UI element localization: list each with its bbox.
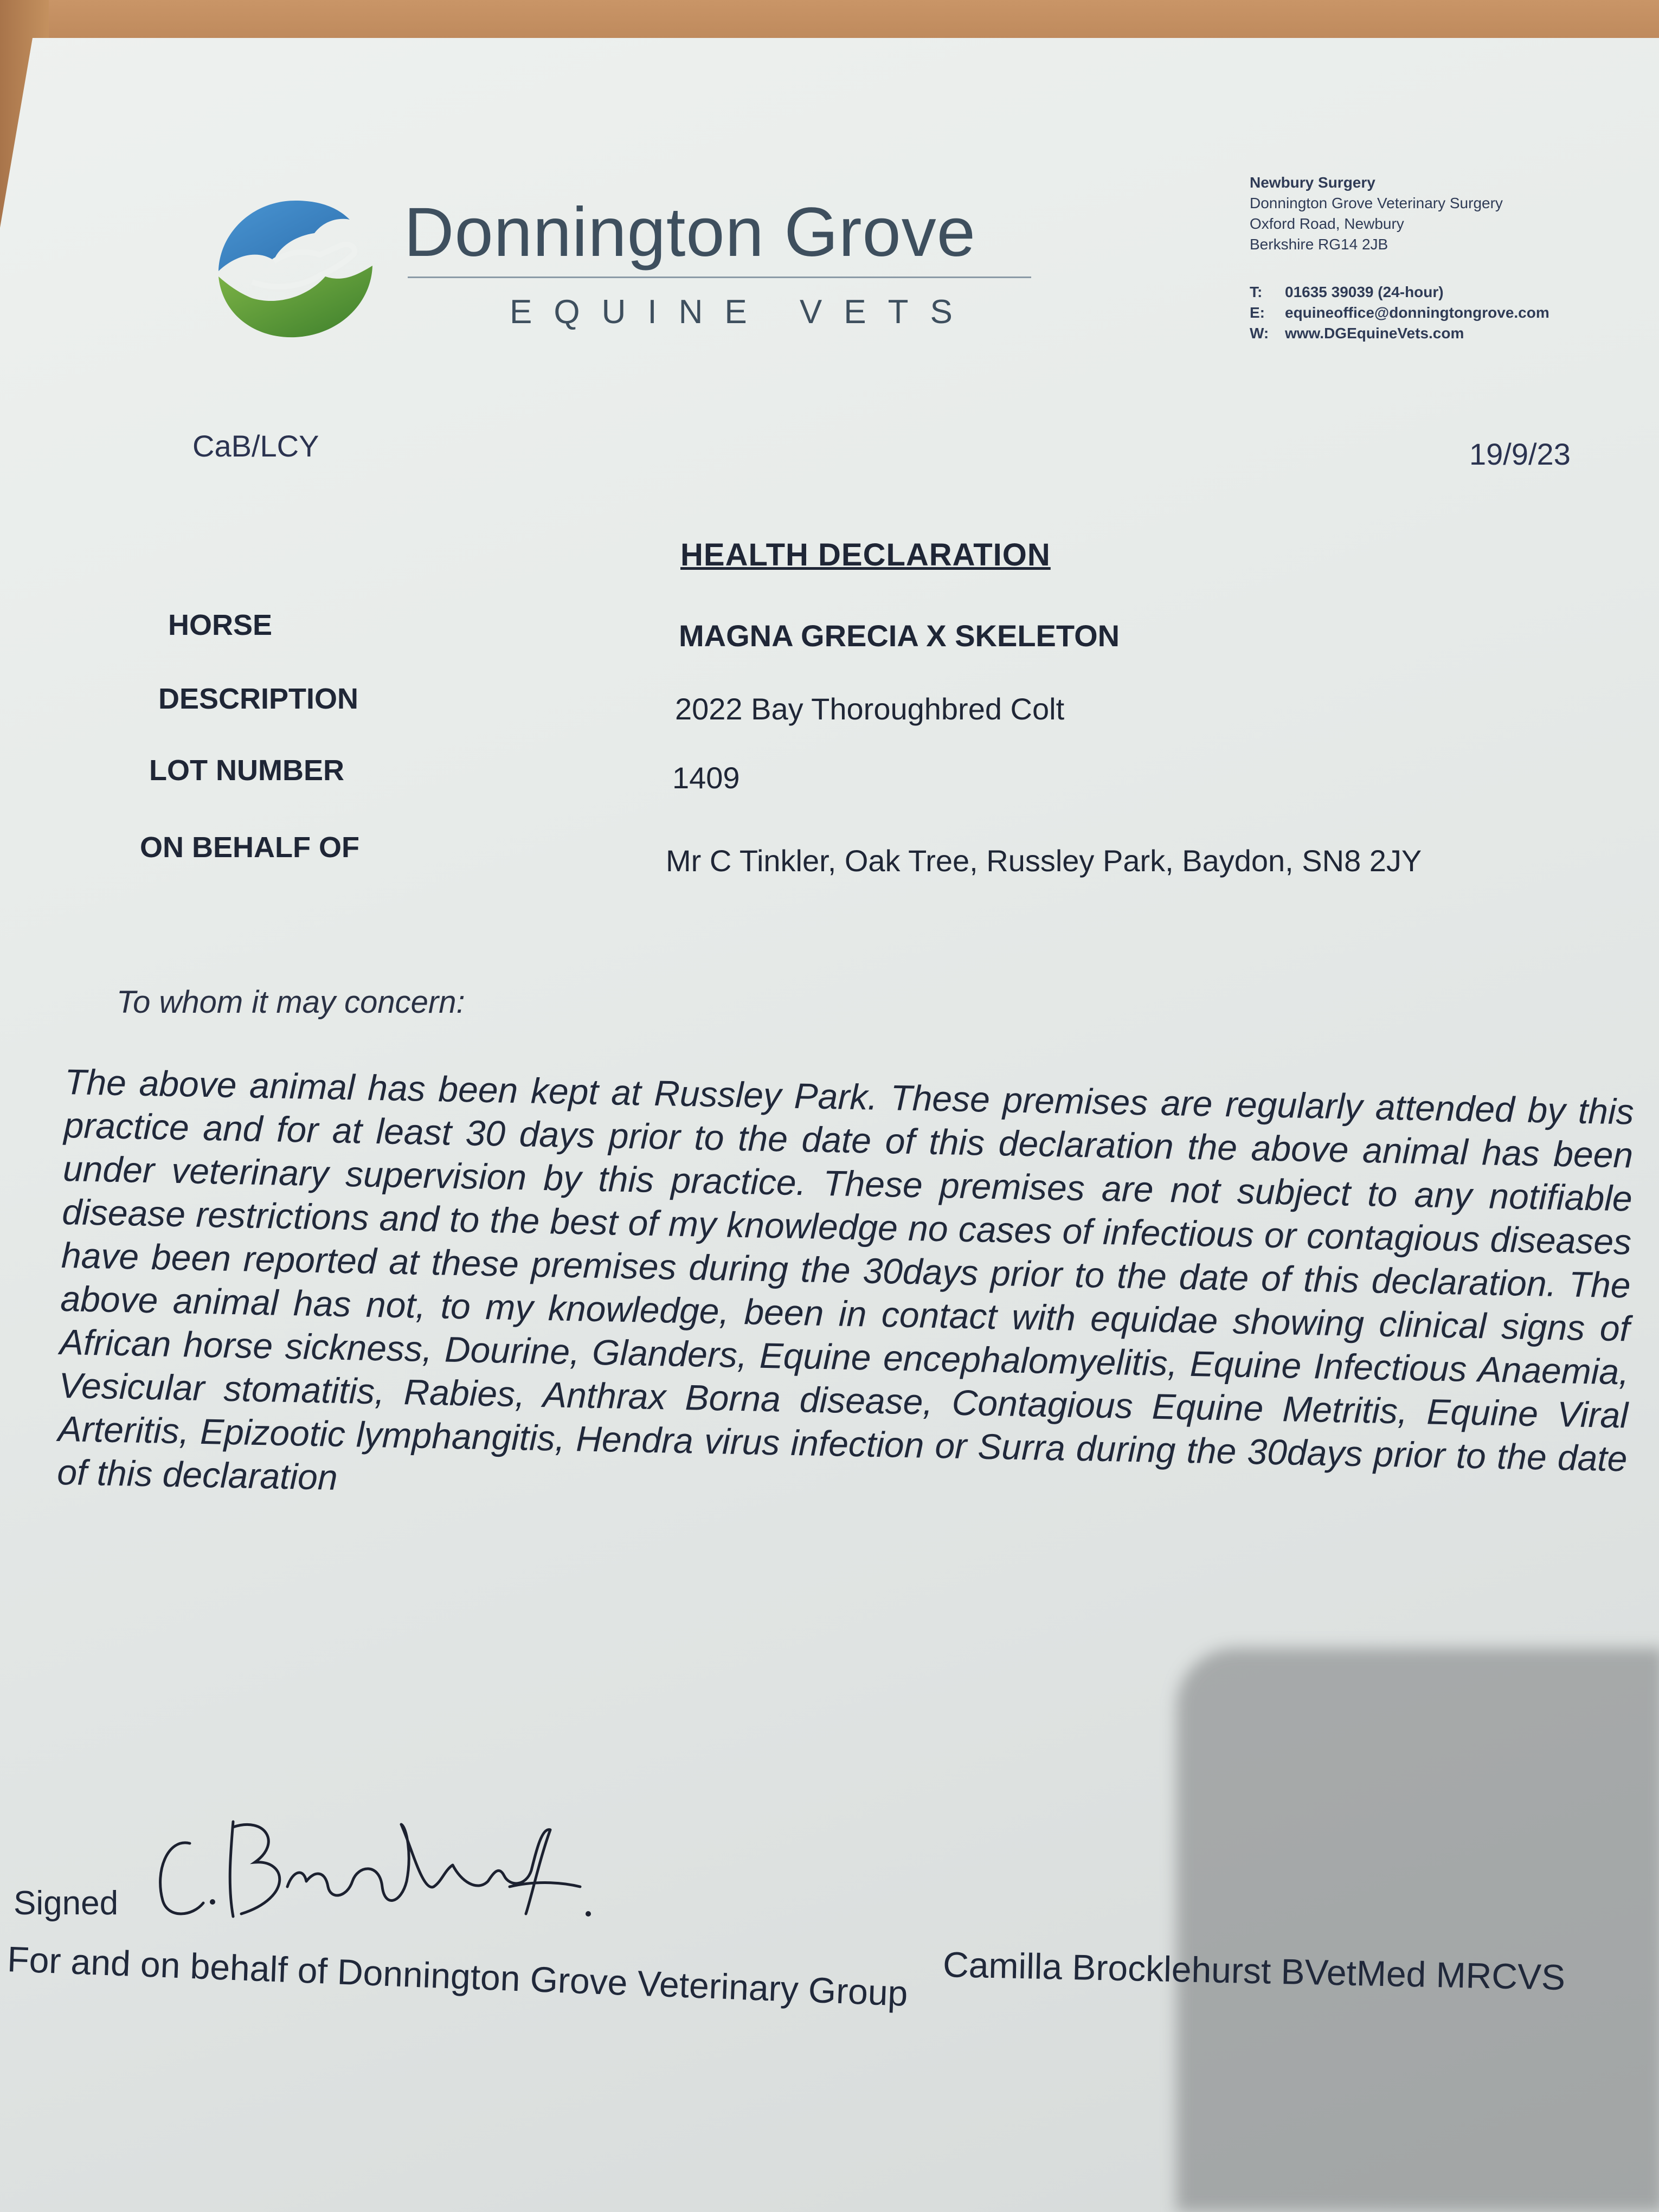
field-value-description: 2022 Bay Thoroughbred Colt [675, 692, 1065, 726]
email-address: equineoffice@donningtongrove.com [1285, 304, 1549, 321]
field-value-lot-number: 1409 [672, 761, 740, 795]
phone-label: T: [1250, 284, 1263, 300]
field-label-description: DESCRIPTION [158, 683, 359, 715]
web-address: www.DGEquineVets.com [1285, 325, 1464, 342]
email-label: E: [1250, 304, 1265, 321]
field-label-horse: HORSE [168, 609, 273, 641]
brand-name: Donnington Grove [404, 194, 976, 271]
donnington-grove-logo-icon [214, 195, 377, 342]
surgery-title: Newbury Surgery [1250, 174, 1375, 191]
address-line: Oxford Road, Newbury [1250, 215, 1404, 232]
salutation: To whom it may concern: [117, 985, 465, 1020]
brand-subtitle: EQUINE VETS [510, 293, 974, 331]
address-line: Berkshire RG14 2JB [1250, 236, 1388, 253]
handwritten-signature [152, 1805, 596, 1946]
field-label-on-behalf-of: ON BEHALF OF [140, 831, 359, 864]
field-label-lot-number: LOT NUMBER [149, 754, 344, 787]
web-label: W: [1250, 325, 1269, 342]
declaration-body: The above animal has been kept at Russley Park. These premises are regularly attended by this practice and for at least 30 days prior to the date of this declaration the above animal has been under veterinary supervision by this practice. These premises are not subject to any notifiable disease restrictions and to the best of my knowledge no cases of infectious or contagious diseases have been reported at these premises during the 30days prior to the date of this declaration. The above animal has not, to my knowledge, been in contact with equidae showing clinical signs of African horse sickness, Dourine, Glanders, Equine encephalomyelitis, Equine Infectious Anaemia, Vesicular stomatitis, Rabies, Anthrax Borna disease, Contagious Equine Metritis, Equine Viral Arteritis, Epizootic lymphangitis, Hendra virus infection or Surra during the 30days prior to the date of this declaration [56, 1061, 1635, 1497]
hand-shadow [1176, 1648, 1659, 2212]
brand-divider [408, 276, 1031, 278]
address-line: Donnington Grove Veterinary Surgery [1250, 195, 1503, 211]
signed-label: Signed [14, 1885, 119, 1922]
signatory-name: Camilla Brocklehurst BVetMed MRCVS [942, 1944, 1566, 1998]
letter-date: 19/9/23 [1469, 437, 1571, 471]
email-row [1250, 303, 1549, 323]
field-value-horse: MAGNA GRECIA X SKELETON [679, 619, 1120, 653]
phone-number: 01635 39039 (24-hour) [1285, 284, 1444, 300]
field-value-on-behalf-of: Mr C Tinkler, Oak Tree, Russley Park, Baydon, SN8 2JY [666, 844, 1422, 878]
document-heading: HEALTH DECLARATION [680, 537, 1051, 573]
reference-code: CaB/LCY [192, 429, 319, 463]
web-row [1250, 323, 1549, 344]
on-behalf-text: For and on behalf of Donnington Grove Veterinary Group [7, 1938, 909, 2014]
contact-block [1250, 172, 1549, 344]
phone-row [1250, 282, 1549, 303]
